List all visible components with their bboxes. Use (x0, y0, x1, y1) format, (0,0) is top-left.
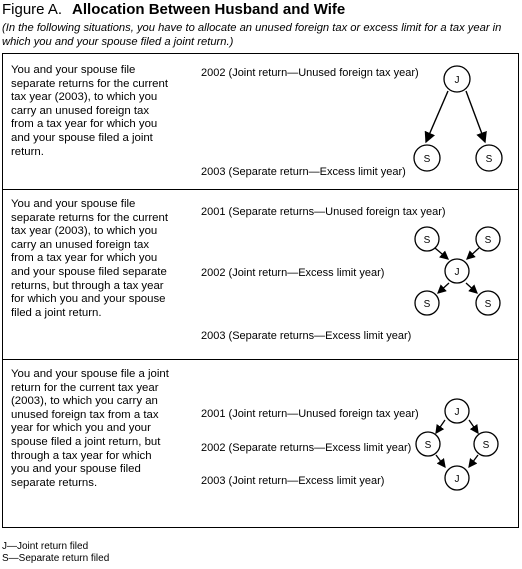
figure-title (2, 1, 345, 18)
year-label: 2001 (Joint return—Unused foreign tax year) (201, 408, 419, 420)
table-row (3, 359, 518, 528)
separate-node (415, 227, 439, 251)
allocation-table (2, 53, 519, 528)
allocation-arrow (466, 283, 477, 293)
legend-joint: J—Joint return filed (2, 541, 89, 552)
year-label: 2003 (Separate return—Excess limit year) (201, 166, 406, 178)
node-label: J (454, 75, 460, 86)
node-label: S (482, 440, 490, 451)
joint-node (445, 399, 469, 423)
year-label: 2003 (Joint return—Excess limit year) (201, 475, 385, 487)
node-label: S (423, 299, 431, 310)
node-label: S (485, 154, 493, 165)
allocation-arrow (438, 283, 449, 293)
year-label: 2003 (Separate returns—Excess limit year) (201, 330, 412, 342)
row-description: You and your spouse file separate returns for the current tax year (2003), to which you carry an unused foreign tax from a tax year for which you and your spouse filed separate returns, but through a tax year for which you and your spouse filed a joint return. (11, 198, 169, 319)
allocation-arrow (426, 91, 448, 142)
joint-node (445, 466, 469, 490)
allocation-diagram (393, 54, 513, 189)
allocation-arrow (469, 455, 478, 467)
figure-intro: (In the following situations, you have to allocate an unused foreign tax or excess limit for a tax year in which you and your spouse filed a joint return.) (2, 22, 502, 48)
allocation-diagram (393, 360, 513, 528)
node-label: S (424, 440, 432, 451)
allocation-arrow (466, 91, 485, 142)
table-row (3, 54, 518, 189)
year-label: 2001 (Separate returns—Unused foreign tax year) (201, 206, 446, 218)
allocation-diagram (393, 190, 513, 360)
year-label: 2002 (Joint return—Excess limit year) (201, 267, 385, 279)
figure-number: Figure A. (2, 1, 63, 18)
node-label: S (423, 154, 431, 165)
year-label: 2002 (Separate returns—Excess limit year) (201, 442, 412, 454)
node-label: J (454, 267, 460, 278)
node-label: J (454, 474, 460, 485)
joint-node (444, 66, 470, 92)
separate-node (476, 227, 500, 251)
separate-node (415, 291, 439, 315)
allocation-arrow (436, 455, 445, 467)
node-label: J (454, 407, 460, 418)
separate-node (474, 432, 498, 456)
figure-heading: Allocation Between Husband and Wife (72, 1, 346, 18)
separate-node (416, 432, 440, 456)
node-label: S (423, 235, 431, 246)
row-description: You and your spouse file a joint return for the current tax year (2003), to which you carry an unused foreign tax from a tax year for which you and your spouse filed a joint return, but through a tax year for which you and your spouse filed separate returns. (11, 368, 169, 489)
separate-node (414, 145, 440, 171)
table-row (3, 189, 518, 360)
legend-separate: S—Separate return filed (2, 553, 110, 564)
row-description: You and your spouse file separate returns for the current tax year (2003), to which you carry an unused foreign tax from a tax year for which you and your spouse filed a joint return. (11, 64, 169, 158)
allocation-arrow (467, 248, 479, 259)
joint-node (445, 259, 469, 283)
separate-node (476, 291, 500, 315)
year-label: 2002 (Joint return—Unused foreign tax year) (201, 67, 419, 79)
node-label: S (484, 235, 492, 246)
node-label: S (484, 299, 492, 310)
allocation-arrow (469, 420, 478, 433)
allocation-arrow (435, 248, 448, 259)
allocation-arrow (436, 420, 445, 433)
separate-node (476, 145, 502, 171)
